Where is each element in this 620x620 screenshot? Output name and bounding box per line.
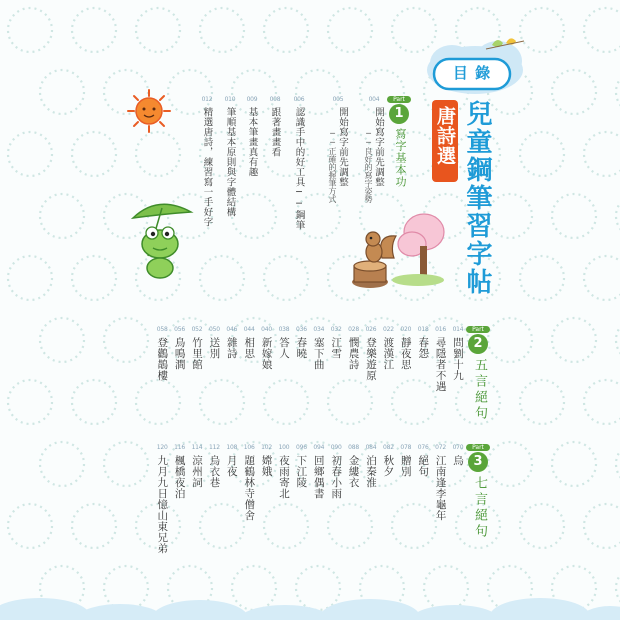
toc-entry[interactable] [415,326,431,359]
pattern-circle [488,442,532,486]
toc-entry[interactable] [241,444,257,521]
toc-entry[interactable] [380,326,396,370]
entry-title: 竹里館 [191,337,203,370]
toc-entry[interactable] [346,326,362,370]
pattern-circle [328,380,372,424]
pattern-circle [200,8,244,52]
toc-entry[interactable] [363,444,379,488]
toc-entry[interactable] [276,444,292,499]
entry-title: 新嫁娘 [260,337,273,370]
page-number: 050 [208,326,220,333]
toc-entry[interactable] [380,444,396,477]
toc-entry[interactable] [172,444,188,499]
toc-entry[interactable] [450,326,466,381]
toc-entry[interactable] [276,326,292,359]
pattern-circle [616,442,620,486]
pattern-circle [264,8,308,52]
entry-title: 初春小雨 [330,455,343,499]
toc-entry[interactable] [433,444,449,521]
part-3-badge [466,444,490,472]
part-3-number: 3 [468,452,488,472]
pattern-circle [200,504,244,548]
part-3-title: 七言絕句 [472,476,487,540]
pattern-circle [72,132,116,176]
pattern-circle [200,380,244,424]
entry-title: 楓橋夜泊 [173,455,186,499]
toc-entry[interactable] [259,326,275,370]
pattern-circle [584,256,620,300]
pattern-circle [328,8,372,52]
entry-title: 跟著畫畫看 [269,107,281,157]
entry-subtitle: ──正確的握筆方式 [328,129,337,203]
series-label: 唐詩選 [434,106,456,166]
page-number: 072 [435,444,447,451]
toc-entry[interactable] [433,326,449,392]
toc-entry[interactable] [328,444,344,499]
entry-title: 夜雨寄北 [278,455,290,499]
entry-title: 精選唐詩，練習寫一手好字 [201,107,213,227]
page-number: 120 [156,444,168,451]
pattern-circle [392,380,436,424]
entry-title: 登鸛鵲樓 [156,337,169,381]
entry-title: 送別 [208,337,221,359]
pattern-circle [616,194,620,238]
entry-title: 贈別 [399,455,412,477]
toc-entry[interactable] [328,326,344,359]
toc-entry[interactable] [189,326,205,370]
part-1-number: 1 [389,104,409,124]
book-title: 兒童鋼筆習字帖 [462,100,492,296]
entry-title: 基本筆畫真有趣 [246,107,258,177]
part-3-badge-label: Part [466,444,490,451]
page-number: 046 [226,326,238,333]
toc-entry[interactable] [189,444,205,488]
toc-entry[interactable] [346,444,362,488]
entry-title: 月夜 [225,455,238,477]
entry-title: 九月九日憶山東兄弟 [156,455,169,554]
toc-entry[interactable] [358,96,390,203]
page-number: 088 [348,444,360,451]
page-number: 014 [452,326,464,333]
toc-entry[interactable] [290,96,308,230]
entry-title: 江南逢李龜年 [434,455,447,521]
pattern-circle [616,70,620,114]
page-number: 100 [278,444,290,451]
page-number: 056 [174,326,186,333]
pattern-circle [328,504,372,548]
page-number: 016 [435,326,447,333]
pattern-circle [136,8,180,52]
page-number: 090 [330,444,342,451]
entry-title: 嫦娥 [260,455,273,477]
pattern-circle [104,318,148,362]
entry-subtitle: ──良好的寫字姿勢 [364,129,373,203]
page-number: 052 [191,326,203,333]
entry-title: 絕句 [417,455,430,477]
page-number: 096 [295,444,307,451]
part-2-badge [466,326,490,354]
entry-title: 認識手中的好工具──鋼筆 [293,107,305,230]
pattern-circle [72,256,116,300]
pattern-circle [72,380,116,424]
entry-title: 泊秦淮 [365,455,377,488]
entry-title: 涼州詞 [191,455,203,488]
page-number: 114 [191,444,203,451]
toc-entry[interactable] [154,326,170,381]
toc-entry[interactable] [398,326,414,370]
toc-entry[interactable] [450,444,466,466]
toc-entry[interactable] [206,326,222,359]
toc-entry[interactable] [224,326,240,359]
page-number: 082 [382,444,394,451]
page-number: 032 [330,326,342,333]
entry-title: 雜詩 [225,337,238,359]
toc-entry[interactable] [322,96,354,203]
entry-title: 登樂遊原 [365,337,377,381]
pattern-circle [520,132,564,176]
frog-illustration [128,196,198,282]
page-number: 034 [313,326,325,333]
toc-entry[interactable] [293,444,309,488]
entry-title: 春怨 [417,337,430,359]
pattern-circle [8,504,52,548]
pattern-circle [8,132,52,176]
entry-title: 答人 [278,337,290,359]
part-1-title: 寫字基本功 [394,128,407,188]
page-number: 005 [332,96,344,103]
page-number: 028 [348,326,360,333]
part-1-badge [387,96,411,124]
pattern-circle [200,256,244,300]
pattern-circle [552,442,596,486]
entry-title: 下江陵 [295,455,308,488]
pattern-circle [552,318,596,362]
pattern-circle [552,194,596,238]
page-number: 004 [368,96,380,103]
entry-title: 回鄉偶書 [312,455,325,499]
entry-title: 鳥鳴澗 [173,337,186,370]
part-2-title: 五言絕句 [472,358,487,422]
pattern-circle [616,318,620,362]
toc-entry[interactable] [259,444,275,477]
pattern-circle [520,256,564,300]
squirrel-tree-illustration [346,212,446,296]
page-number: 116 [174,444,186,451]
toc-entry[interactable] [224,444,240,477]
toc-entry[interactable] [293,326,309,359]
pattern-circle [392,504,436,548]
sun-illustration [126,88,172,134]
pattern-circle [584,8,620,52]
pattern-circle [136,380,180,424]
entry-title: 相思 [243,337,256,359]
toc-heading: 目 錄 [452,64,492,82]
part-2-number: 2 [468,334,488,354]
pattern-circle [104,442,148,486]
page-number: 112 [208,444,220,451]
entry-title: 筆順基本原則與字體結構 [224,107,236,217]
toc-entry[interactable] [311,444,327,499]
page-number: 102 [261,444,273,451]
page-number: 078 [400,444,412,451]
part-2-badge-label: Part [466,326,490,333]
page-number: 044 [243,326,255,333]
pattern-circle [40,442,84,486]
entry-title: 江雪 [330,337,343,359]
part-1-badge-label: Part [387,96,411,103]
entry-title: 秋夕 [382,455,395,477]
entry-title: 問劉十九 [452,337,464,381]
page-number: 058 [156,326,168,333]
page-number: 106 [243,444,255,451]
page-number: 040 [261,326,273,333]
entry-title: 烏 [452,455,464,466]
page-number: 022 [382,326,394,333]
page-number: 108 [226,444,238,451]
entry-title: 春曉 [295,337,308,359]
page-number: 076 [417,444,429,451]
entry-title: 開始寫字前先調整 [373,107,384,187]
entry-title: 題鶴林寺僧舍 [243,455,256,521]
pattern-circle [488,194,532,238]
page-number: 010 [224,96,236,103]
pattern-circle [40,194,84,238]
toc-entry[interactable] [415,444,431,477]
page-number: 038 [278,326,290,333]
pattern-circle [264,256,308,300]
page-number: 012 [201,96,213,103]
pattern-circle [72,8,116,52]
page-number: 009 [246,96,258,103]
pattern-circle [40,70,84,114]
entry-title: 開始寫字前先調整 [337,107,348,187]
entry-title: 尋隱者不遇 [434,337,447,392]
pattern-circle [520,380,564,424]
pattern-circle [136,132,180,176]
toc-entry[interactable] [398,444,414,477]
toc-entry[interactable] [221,96,239,217]
entry-title: 渡漢江 [382,337,395,370]
pattern-circle [488,318,532,362]
page-number: 020 [400,326,412,333]
entry-title: 塞下曲 [312,337,325,370]
entry-title: 憫農詩 [347,337,360,370]
page-number: 084 [365,444,377,451]
pattern-circle [584,504,620,548]
page-number: 070 [452,444,464,451]
pattern-circle [520,504,564,548]
page-number: 094 [313,444,325,451]
pattern-circle [8,380,52,424]
page-number: 008 [269,96,281,103]
toc-entry[interactable] [243,96,261,177]
pattern-circle [584,132,620,176]
entry-title: 烏衣巷 [208,455,221,488]
pattern-circle [72,504,116,548]
toc-entry[interactable] [311,326,327,370]
toc-entry[interactable] [266,96,284,157]
pattern-circle [264,504,308,548]
page-number: 036 [295,326,307,333]
toc-entry[interactable] [206,444,222,488]
page-number: 026 [365,326,377,333]
pattern-circle [40,318,84,362]
toc-entry[interactable] [198,96,216,227]
pattern-circle [8,256,52,300]
toc-entry[interactable] [154,444,170,554]
toc-entry[interactable] [363,326,379,381]
pattern-circle [8,8,52,52]
pattern-circle [552,70,596,114]
entry-title: 金縷衣 [347,455,360,488]
toc-entry[interactable] [241,326,257,359]
page-number: 018 [417,326,429,333]
entry-title: 靜夜思 [399,337,412,370]
bottom-clouds-illustration [0,580,620,620]
pattern-circle [264,380,308,424]
pattern-circle [584,380,620,424]
page-number: 006 [293,96,305,103]
toc-entry[interactable] [172,326,188,370]
